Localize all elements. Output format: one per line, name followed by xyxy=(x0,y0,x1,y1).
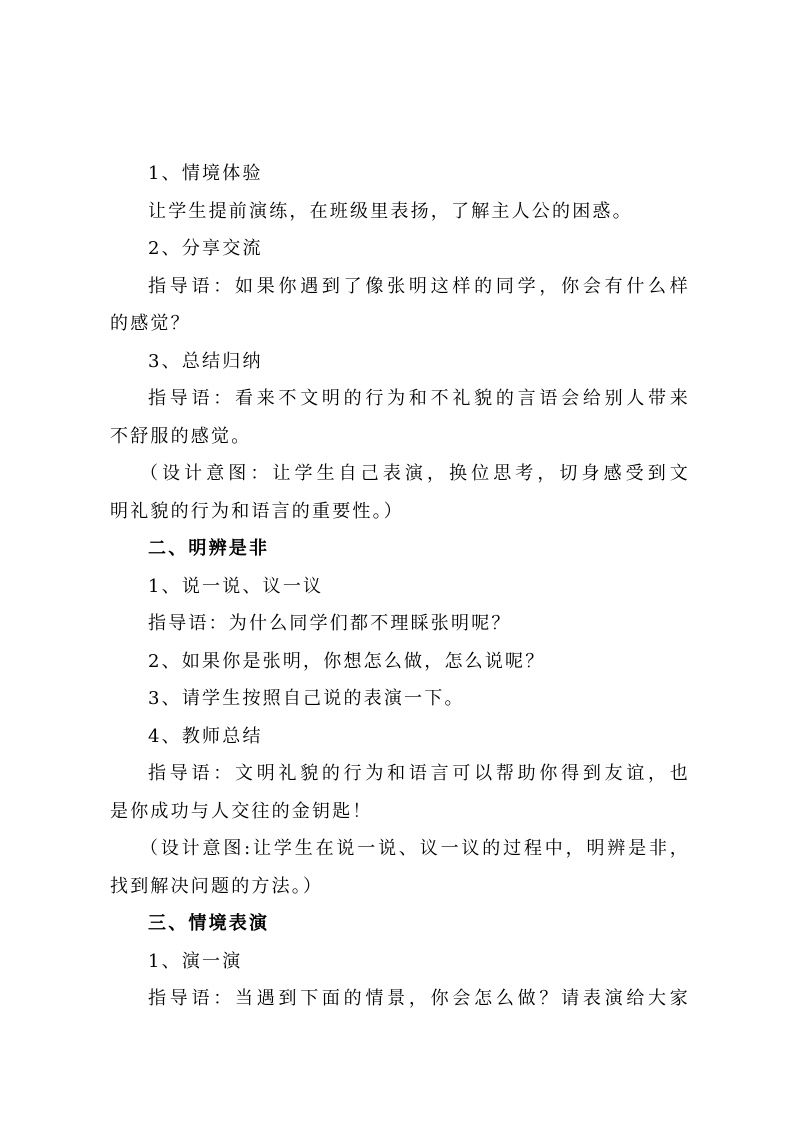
heading-share-exchange: 2、分享交流 xyxy=(148,238,263,259)
paragraph-line: 不舒服的感觉。 xyxy=(110,425,252,447)
section-heading-role-play: 三、情境表演 xyxy=(148,913,270,934)
design-intent-line: 明礼貌的行为和语言的重要性。） xyxy=(110,500,404,522)
paragraph-line: 指导语：文明礼貌的行为和语言可以帮助你得到友谊，也 xyxy=(148,763,690,784)
heading-act-out: 1、演一演 xyxy=(148,950,243,972)
paragraph-line: 指导语：当遇到下面的情景，你会怎么做？请表演给大家 xyxy=(148,988,690,1009)
document-page xyxy=(110,155,690,1018)
heading-perform: 3、请学生按照自己说的表演一下。 xyxy=(148,688,465,709)
design-intent-line: （设计意图：让学生自己表演，换位思考，切身感受到文 xyxy=(140,463,690,484)
heading-if-you: 2、如果你是张明，你想怎么做，怎么说呢？ xyxy=(148,650,546,672)
paragraph-line: 指导语：看来不文明的行为和不礼貌的言语会给别人带来 xyxy=(148,388,690,409)
paragraph-line: 指导语：如果你遇到了像张明这样的同学，你会有什么样 xyxy=(148,275,690,297)
design-intent-line: 找到解决问题的方法。） xyxy=(110,875,324,897)
paragraph-line: 指导语：为什么同学们都不理睬张明呢？ xyxy=(148,613,512,634)
heading-situation-experience: 1、情境体验 xyxy=(148,163,263,184)
paragraph-line: 是你成功与人交往的金钥匙！ xyxy=(110,800,373,822)
heading-discuss: 1、说一说、议一议 xyxy=(148,575,324,597)
paragraph-line: 让学生提前演练，在班级里表扬，了解主人公的困惑。 xyxy=(148,200,633,222)
paragraph-line: 的感觉？ xyxy=(110,313,191,334)
heading-summary: 3、总结归纳 xyxy=(148,350,263,372)
heading-teacher-summary: 4、教师总结 xyxy=(148,725,263,747)
design-intent-line: （设计意图:让学生在说一说、议一议的过程中，明辨是非， xyxy=(140,838,690,859)
section-heading-distinguish: 二、明辨是非 xyxy=(148,538,270,559)
